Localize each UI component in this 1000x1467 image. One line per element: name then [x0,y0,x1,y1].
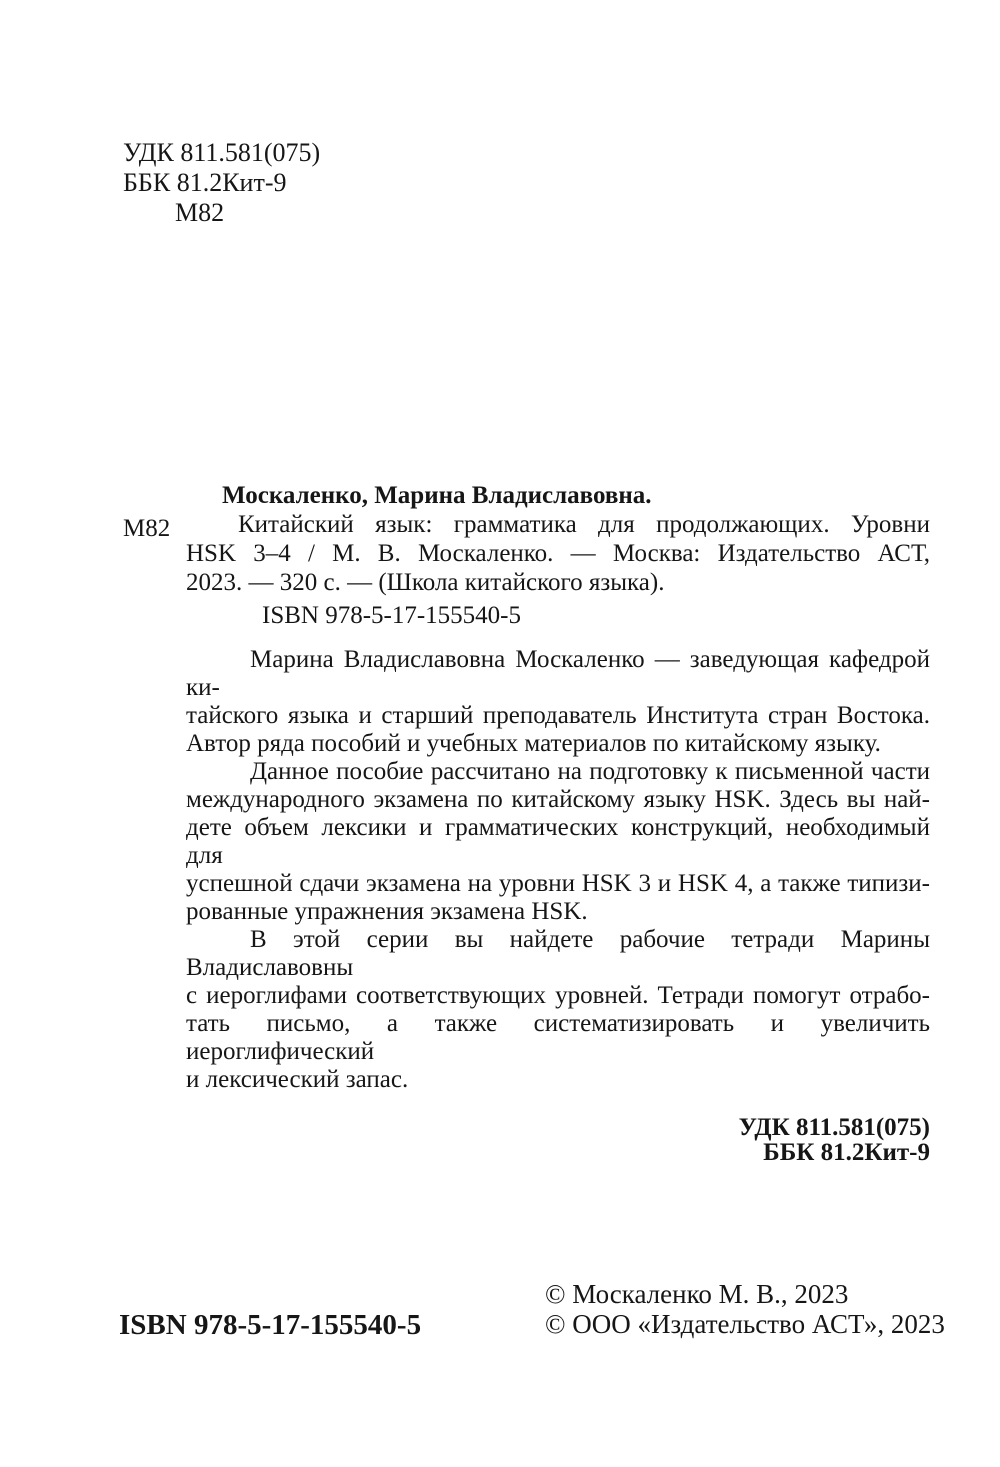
annotation-line: дете объем лексики и грамматических конструкций, необходимый для [186,814,930,869]
annotation-line: В этой серии вы найдете рабочие тетради Марины Владиславовны [186,926,930,981]
annotation-line: Автор ряда пособий и учебных материалов по китайскому языку. [186,730,881,757]
bibliographic-record [186,481,930,1165]
annotation-paragraph-author [186,646,930,758]
annotation-paragraph-book [186,758,930,926]
udk-right: УДК 811.581(075) [738,1114,930,1141]
isbn-footer: ISBN 978-5-17-155540-5 [119,1309,422,1341]
copyright-author: © Москаленко М. В., 2023 [545,1279,849,1309]
bbk-right: ББК 81.2Кит-9 [763,1139,930,1166]
annotation-line: международного экзамена по китайскому языку HSK. Здесь вы най- [186,786,930,813]
biblio-line: 2023. — 320 с. — (Школа китайского языка). [186,569,665,596]
annotation-line: с иероглифами соответствующих уровней. Тетради помогут отрабо- [186,982,930,1009]
author-code-top: М82 [175,198,225,227]
biblio-line: HSK 3–4 / М. В. Москаленко. — Москва: Издательство АСТ, [186,540,930,567]
copyright-block [545,1279,945,1339]
classification-block [123,138,320,228]
annotation-line: Марина Владиславовна Москаленко — заведующая кафедрой ки- [186,646,930,701]
annotation-line: тать письмо, а также систематизировать и увеличить иероглифический [186,1010,930,1065]
annotation-paragraph-series [186,926,930,1094]
classification-right-block [186,1115,930,1165]
udk-top: УДК 811.581(075) [123,138,321,167]
author-heading: Москаленко, Марина Владиславовна. [222,482,652,509]
bbk-top: ББК 81.2Кит-9 [123,168,287,197]
isbn-record: ISBN 978-5-17-155540-5 [262,602,522,629]
annotation-line: тайского языка и старший преподаватель Института стран Востока. [186,702,930,729]
author-code-margin: М82 [123,515,171,542]
annotation-line: и лексический запас. [186,1066,409,1093]
copyright-publisher: © ООО «Издательство АСТ», 2023 [545,1309,945,1339]
annotation-line: Данное пособие рассчитано на подготовку к письменной части [250,758,930,785]
biblio-line: Китайский язык: грамматика для продолжающих. Уровни [238,511,930,538]
annotation-line: рованные упражнения экзамена HSK. [186,898,588,925]
annotation-line: успешной сдачи экзамена на уровни HSK 3 и HSK 4, а также типизи- [186,870,930,897]
